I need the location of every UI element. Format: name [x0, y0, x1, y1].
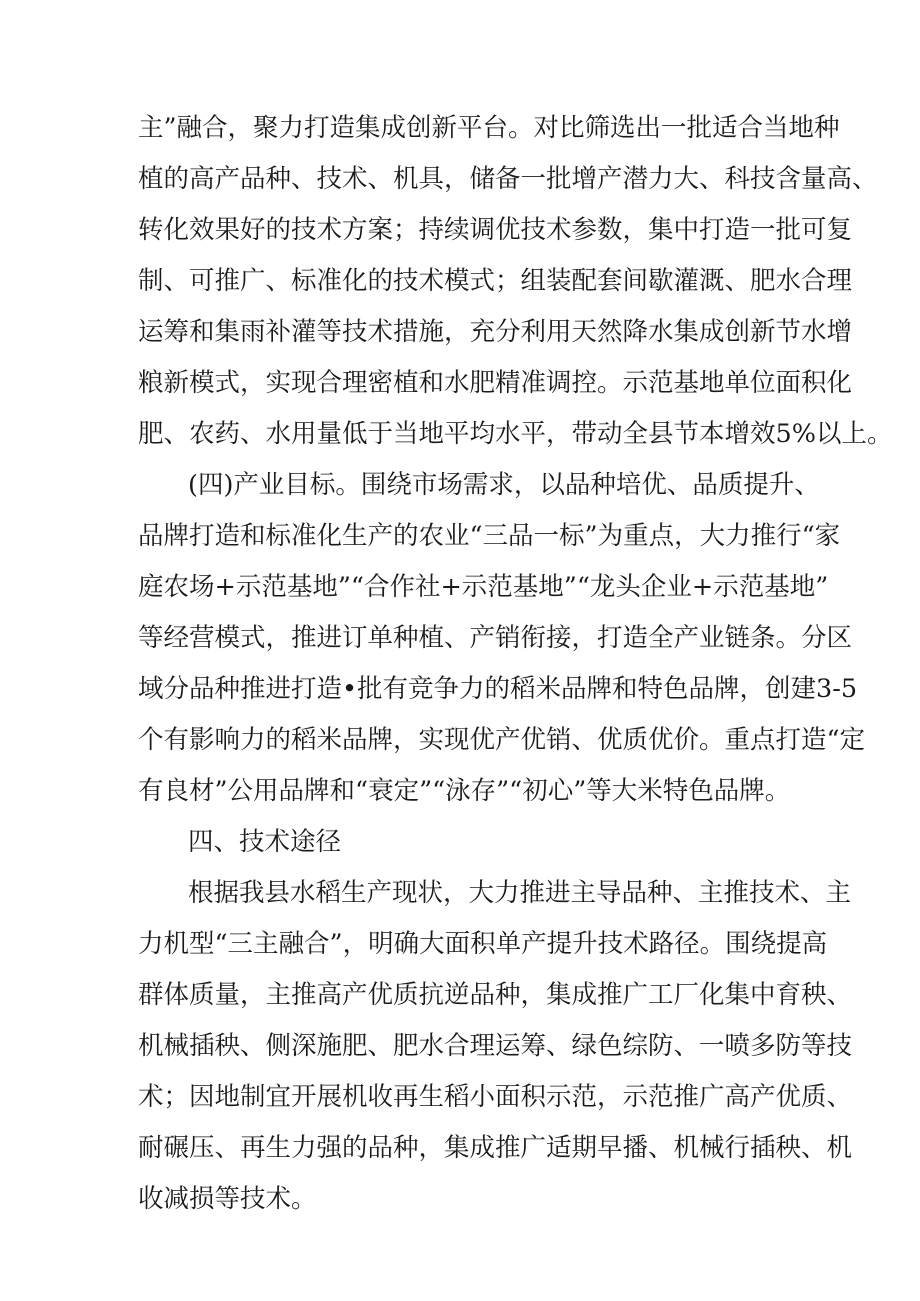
paragraph-line: [0, 975, 920, 1015]
line-text: 庭农场+示范基地”“合作社+示范基地”“龙头企业+示范基地”: [138, 572, 829, 602]
paragraph-line: [0, 210, 920, 250]
line-text: 转化效果好的技术方案；持续调优技术参数，集中打造一批可复: [138, 215, 853, 245]
paragraph-first-line: [0, 465, 920, 505]
line-text: 制、可推广、标准化的技术模式；组装配套间歇灌溉、肥水合理: [138, 266, 853, 296]
heading-text: 四、技术途径: [188, 827, 342, 857]
line-text: 有良材”公用品牌和“衰定”“泳存”“初心”等大米特色品牌。: [138, 776, 791, 806]
paragraph-line: [0, 771, 920, 811]
paragraph-line: [0, 669, 920, 709]
paragraph-first-line: [0, 873, 920, 913]
line-text: 运筹和集雨补灌等技术措施，充分利用天然降水集成创新节水增: [138, 317, 853, 347]
paragraph-line: [0, 924, 920, 964]
section-heading: [0, 822, 920, 862]
line-text: 机械插秧、侧深施肥、肥水合理运筹、绿色综防、一喷多防等技: [138, 1031, 853, 1061]
paragraph-line: [0, 567, 920, 607]
paragraph-last-line: [0, 1179, 920, 1219]
line-text: 域分品种推进打造•批有竞争力的稻米品牌和特色品牌，创建3-5: [138, 674, 858, 704]
line-text: 植的高产品种、技术、机具，储备一批增产潜力大、科技含量高、: [138, 164, 878, 194]
line-text: 粮新模式，实现合理密植和水肥精准调控。示范基地单位面积化: [138, 368, 853, 398]
paragraph-line: [0, 1128, 920, 1168]
paragraph-line: [0, 363, 920, 403]
line-text: 个有影响力的稻米品牌，实现优产优销、优质优价。重点打造“定: [138, 725, 866, 755]
line-text: 等经营模式，推进订单种植、产销衔接，打造全产业链条。分区: [138, 623, 853, 653]
paragraph-line: [0, 618, 920, 658]
line-text: 根据我县水稻生产现状，大力推进主导品种、主推技术、主: [188, 878, 852, 908]
paragraph-line: [0, 1077, 920, 1117]
paragraph-line: [0, 516, 920, 556]
paragraph-line: [0, 720, 920, 760]
line-text: (四)产业目标。围绕市场需求，以品种培优、品质提升、: [188, 470, 820, 500]
paragraph-line: [0, 1026, 920, 1066]
paragraph-line: [0, 108, 920, 148]
line-text: 力机型“三主融合”，明确大面积单产提升技术路径。围绕提高: [138, 929, 828, 959]
line-text: 术；因地制宜开展机收再生稻小面积示范，示范推广高产优质、: [138, 1082, 853, 1112]
paragraph-line: [0, 261, 920, 301]
paragraph-line: [0, 159, 920, 199]
paragraph-line: [0, 414, 920, 454]
line-text: 主”融合，聚力打造集成创新平台。对比筛选出一批适合当地种: [138, 113, 840, 143]
line-text: 品牌打造和标准化生产的农业“三品一标”为重点，大力推行“家: [138, 521, 841, 551]
line-text: 耐碾压、再生力强的品种，集成推广适期早播、机械行插秧、机: [138, 1133, 853, 1163]
line-text: 群体质量，主推高产优质抗逆品种，集成推广工厂化集中育秧、: [138, 980, 853, 1010]
line-text: 收减损等技术。: [138, 1184, 317, 1214]
paragraph-line: [0, 312, 920, 352]
line-text: 肥、农药、水用量低于当地平均水平，带动全县节本增效5%以上。: [138, 419, 893, 449]
